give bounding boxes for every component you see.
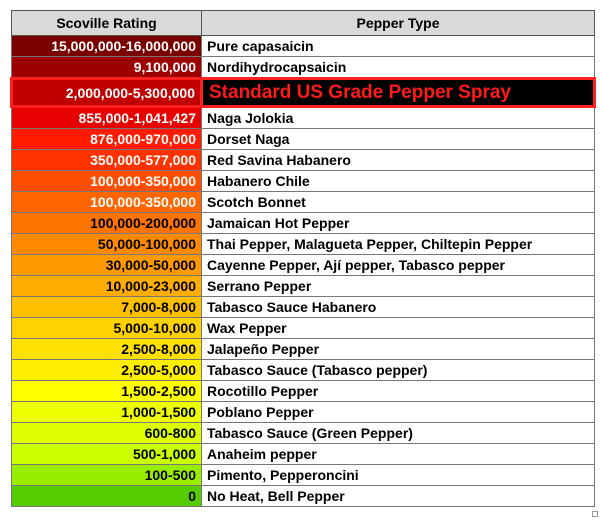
pepper-type-cell: Jalapeño Pepper	[202, 339, 595, 360]
pepper-type-cell: Nordihydrocapsaicin	[202, 57, 595, 79]
scoville-rating-cell: 1,500-2,500	[12, 381, 202, 402]
table-body	[12, 36, 595, 507]
scoville-rating-cell: 50,000-100,000	[12, 234, 202, 255]
pepper-type-cell: Dorset Naga	[202, 129, 595, 150]
scoville-table	[10, 10, 596, 507]
table-row	[12, 234, 595, 255]
scoville-rating-cell: 500-1,000	[12, 444, 202, 465]
table-row	[12, 402, 595, 423]
table-row	[12, 444, 595, 465]
table-row	[12, 129, 595, 150]
pepper-type-cell: Naga Jolokia	[202, 107, 595, 129]
table-row	[12, 465, 595, 486]
table-row	[12, 339, 595, 360]
pepper-type-cell: Rocotillo Pepper	[202, 381, 595, 402]
table-row	[12, 171, 595, 192]
scoville-rating-cell: 876,000-970,000	[12, 129, 202, 150]
table-row	[12, 486, 595, 507]
pepper-type-cell: No Heat, Bell Pepper	[202, 486, 595, 507]
scoville-rating-cell: 600-800	[12, 423, 202, 444]
scoville-rating-cell: 10,000-23,000	[12, 276, 202, 297]
table-row	[12, 423, 595, 444]
scoville-rating-cell: 5,000-10,000	[12, 318, 202, 339]
scoville-rating-cell: 100-500	[12, 465, 202, 486]
table-row	[12, 150, 595, 171]
table-row	[12, 297, 595, 318]
pepper-type-header: Pepper Type	[202, 11, 595, 36]
table-row-highlight	[12, 79, 595, 107]
scoville-rating-cell: 855,000-1,041,427	[12, 107, 202, 129]
pepper-type-cell: Standard US Grade Pepper Spray	[202, 79, 595, 107]
scoville-rating-cell: 1,000-1,500	[12, 402, 202, 423]
scoville-rating-cell: 350,000-577,000	[12, 150, 202, 171]
pepper-type-cell: Thai Pepper, Malagueta Pepper, Chiltepin Pepper	[202, 234, 595, 255]
pepper-type-cell: Red Savina Habanero	[202, 150, 595, 171]
pepper-type-cell: Anaheim pepper	[202, 444, 595, 465]
scoville-rating-cell: 2,500-5,000	[12, 360, 202, 381]
table-row	[12, 318, 595, 339]
pepper-type-cell: Pimento, Pepperoncini	[202, 465, 595, 486]
scoville-rating-cell: 2,000,000-5,300,000	[12, 79, 202, 107]
pepper-type-cell: Wax Pepper	[202, 318, 595, 339]
pepper-type-cell: Tabasco Sauce (Tabasco pepper)	[202, 360, 595, 381]
scoville-rating-cell: 2,500-8,000	[12, 339, 202, 360]
scoville-rating-header: Scoville Rating	[12, 11, 202, 36]
table-row	[12, 360, 595, 381]
pepper-type-cell: Jamaican Hot Pepper	[202, 213, 595, 234]
pepper-type-cell: Serrano Pepper	[202, 276, 595, 297]
pepper-type-cell: Pure capasaicin	[202, 36, 595, 57]
table-row	[12, 276, 595, 297]
scoville-rating-cell: 0	[12, 486, 202, 507]
pepper-type-cell: Habanero Chile	[202, 171, 595, 192]
pepper-type-cell: Scotch Bonnet	[202, 192, 595, 213]
table-row	[12, 255, 595, 276]
scoville-rating-cell: 100,000-200,000	[12, 213, 202, 234]
table-row	[12, 213, 595, 234]
scoville-rating-cell: 100,000-350,000	[12, 192, 202, 213]
table-row	[12, 381, 595, 402]
table-row	[12, 107, 595, 129]
scoville-rating-cell: 100,000-350,000	[12, 171, 202, 192]
corner-handle	[592, 511, 598, 517]
table-row	[12, 57, 595, 79]
pepper-type-cell: Tabasco Sauce (Green Pepper)	[202, 423, 595, 444]
scoville-rating-cell: 15,000,000-16,000,000	[12, 36, 202, 57]
table-row	[12, 36, 595, 57]
scoville-rating-cell: 30,000-50,000	[12, 255, 202, 276]
scoville-rating-cell: 7,000-8,000	[12, 297, 202, 318]
pepper-type-cell: Cayenne Pepper, Ají pepper, Tabasco pepper	[202, 255, 595, 276]
pepper-type-cell: Tabasco Sauce Habanero	[202, 297, 595, 318]
pepper-type-cell: Poblano Pepper	[202, 402, 595, 423]
table-row	[12, 192, 595, 213]
scoville-rating-cell: 9,100,000	[12, 57, 202, 79]
header-row	[12, 11, 595, 36]
